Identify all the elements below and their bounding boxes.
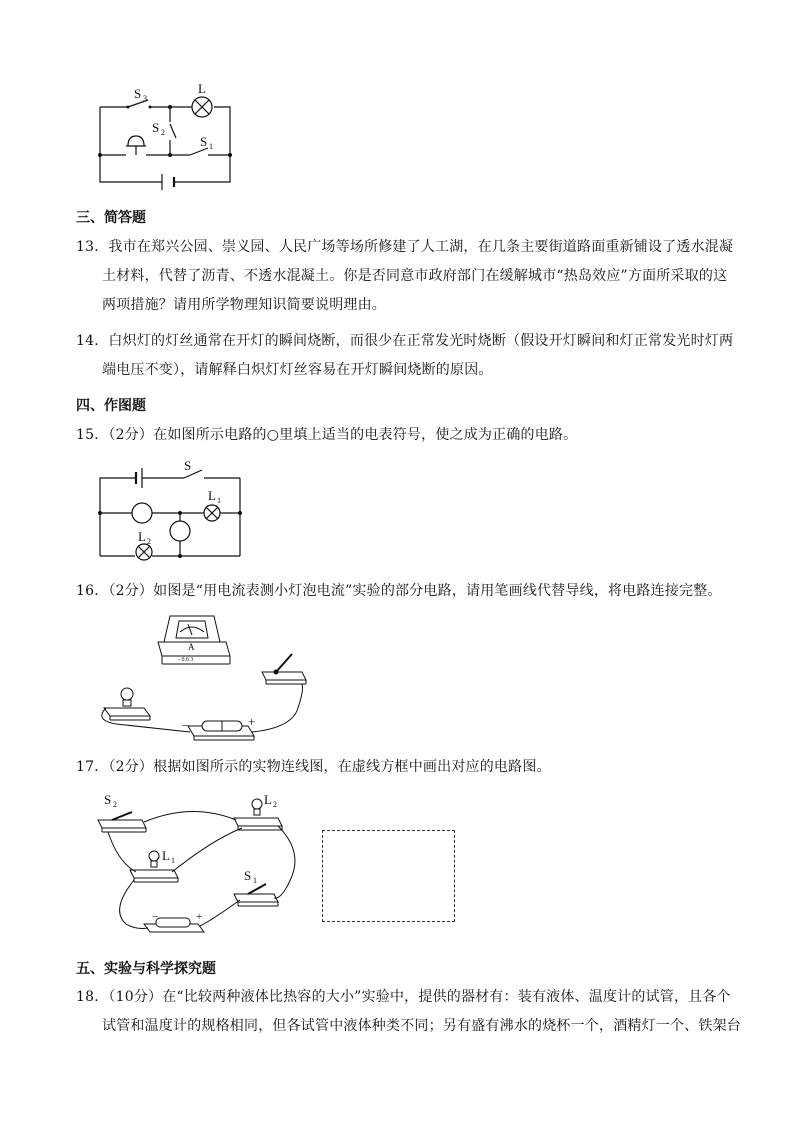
q17-label-l1-sub: 1 bbox=[171, 856, 175, 865]
q13-line2: 土材料，代替了沥青、不透水混凝土。你是否同意市政府部门在缓解城市“热岛效应”方面所采取的这 bbox=[102, 268, 728, 284]
question-15: 15．（2分）在如图所示电路的○里填上适当的电表符号，使之成为正确的电路。 bbox=[76, 427, 578, 443]
q17-answer-box[interactable] bbox=[322, 830, 455, 922]
q14-line1: 14．白炽灯的灯丝通常在开灯的瞬间烧断，而很少在正常发光时烧断（假设开灯瞬间和灯正常发光时灯两 bbox=[76, 333, 734, 349]
q15-label-l1: L bbox=[208, 488, 216, 503]
q16-minus-label: − bbox=[182, 718, 190, 733]
q18-line2: 试管和温度计的规格相同，但各试管中液体种类不同；另有盛有沸水的烧杯一个，酒精灯一个、铁架台 bbox=[102, 1018, 741, 1034]
label-lamp: L bbox=[198, 81, 206, 96]
q13-line3: 两项措施？请用所学物理知识简要说明理由。 bbox=[102, 297, 386, 313]
question-13 bbox=[76, 233, 736, 320]
q14-line2: 端电压不变），请解释白炽灯灯丝容易在开灯瞬间烧断的原因。 bbox=[102, 362, 493, 378]
q17-label-l2: L bbox=[264, 792, 272, 807]
question-16: 16．（2分）如图是“用电流表测小灯泡电流”实验的部分电路，请用笔画线代替导线，将电路连接完整。 bbox=[76, 583, 722, 599]
q17-label-l1: L bbox=[162, 848, 170, 863]
q17-label-s1-sub: 1 bbox=[253, 876, 257, 885]
label-s1-sub: 1 bbox=[209, 142, 213, 151]
q17-label-s1: S bbox=[244, 868, 252, 883]
q17-minus-label: − bbox=[152, 911, 159, 923]
q16-meter-label: A bbox=[188, 642, 195, 652]
q16-apparatus-figure bbox=[92, 608, 322, 748]
q17-plus-label: + bbox=[196, 911, 203, 923]
label-s3: S bbox=[134, 86, 142, 101]
label-s2-sub: 2 bbox=[161, 128, 165, 137]
q17-label-l2-sub: 2 bbox=[273, 800, 277, 809]
q17-apparatus-figure bbox=[92, 790, 312, 940]
q15-circuit-figure bbox=[92, 458, 252, 563]
q13-line1: 13．我市在郑兴公园、崇义园、人民广场等场所修建了人工湖，在几条主要街道路面重新铺设了透水混凝 bbox=[76, 239, 734, 255]
question-17: 17．（2分）根据如图所示的实物连线图，在虚线方框中画出对应的电路图。 bbox=[76, 759, 551, 775]
q17-label-s2-sub: 2 bbox=[113, 800, 117, 809]
q18-line1: 18．（10分）在“比较两种液体比热容的大小”实验中，提供的器材有：装有液体、温度计的试管，且各个 bbox=[76, 989, 731, 1005]
question-14 bbox=[76, 327, 736, 385]
label-s3-sub: 3 bbox=[143, 94, 147, 103]
question-18 bbox=[76, 983, 746, 1041]
q15-label-l1-sub: 1 bbox=[217, 496, 221, 505]
q16-terminals-label: - 0.6 3 bbox=[178, 657, 194, 663]
section-title-five: 五、实验与科学探究题 bbox=[76, 961, 216, 977]
label-s1: S bbox=[200, 134, 208, 149]
section-title-four: 四、作图题 bbox=[76, 398, 146, 414]
top-circuit-figure bbox=[90, 80, 250, 190]
section-title-three: 三、简答题 bbox=[76, 210, 146, 226]
label-s2: S bbox=[152, 120, 160, 135]
q15-label-s: S bbox=[184, 458, 192, 473]
q15-label-l2-sub: 2 bbox=[147, 537, 151, 546]
q16-plus-label: + bbox=[248, 714, 256, 729]
q15-label-l2: L bbox=[138, 529, 146, 544]
q17-label-s2: S bbox=[104, 792, 112, 807]
